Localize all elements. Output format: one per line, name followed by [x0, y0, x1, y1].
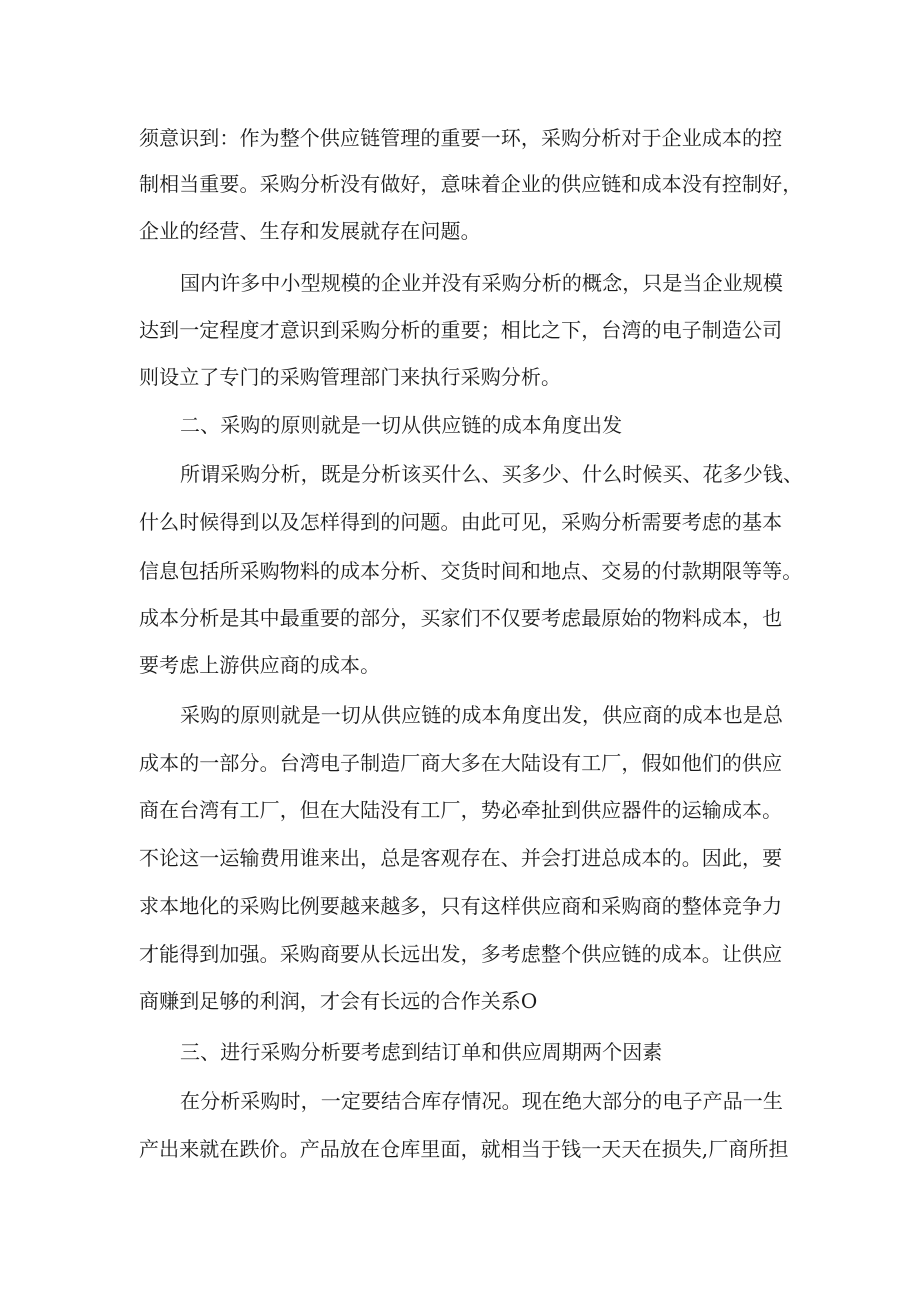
text-line: 采购的原则就是一切从供应链的成本角度出发，供应商的成本也是总	[180, 703, 783, 727]
text-line: 制相当重要。采购分析没有做好，意味着企业的供应链和成本没有控制好，	[139, 172, 803, 196]
text-line: 要考虑上游供应商的成本。	[139, 653, 381, 677]
text-line: 商赚到足够的利润，才会有长远的合作关系O	[139, 989, 538, 1013]
text-line: 成本分析是其中最重要的部分，买家们不仅要考虑最原始的物料成本，也	[139, 606, 783, 630]
text-line: 信息包括所采购物料的成本分析、交货时间和地点、交易的付款期限等等。	[139, 559, 803, 583]
text-line: 成本的一部分。台湾电子制造厂商大多在大陆设有工厂，假如他们的供应	[139, 751, 783, 775]
text-line: 在分析采购时，一定要结合库存情况。现在绝大部分的电子产品一生	[180, 1089, 783, 1113]
text-line: 达到一定程度才意识到采购分析的重要；相比之下，台湾的电子制造公司	[139, 318, 783, 342]
text-line: 所谓采购分析，既是分析该买什么、买多少、什么时候买、花多少钱、	[180, 462, 804, 486]
text-line: 须意识到：作为整个供应链管理的重要一环，采购分析对于企业成本的控	[139, 126, 783, 150]
text-line: 则设立了专门的采购管理部门来执行采购分析。	[139, 365, 562, 389]
section-heading: 二、采购的原则就是一切从供应链的成本角度出发	[180, 413, 623, 437]
text-line: 才能得到加强。采购商要从长远出发，多考虑整个供应链的成本。让供应	[139, 942, 783, 966]
text-line: 求本地化的采购比例要越来越多，只有这样供应商和采购商的整体竞争力	[139, 894, 783, 918]
section-heading: 三、进行采购分析要考虑到结订单和供应周期两个因素	[180, 1040, 663, 1064]
text-line: 不论这一运输费用谁来出，总是客观存在、并会打进总成本的。因此，要	[139, 846, 783, 870]
text-line: 企业的经营、生存和发展就存在问题。	[139, 219, 481, 243]
text-line: 国内许多中小型规模的企业并没有采购分析的概念，只是当企业规模	[180, 271, 783, 295]
text-line: 什么时候得到以及怎样得到的问题。由此可见，采购分析需要考虑的基本	[139, 510, 783, 534]
text-line: 商在台湾有工厂，但在大陆没有工厂，势必牵扯到供应器件的运输成本。	[139, 798, 783, 822]
text-line: 产出来就在跌价。产品放在仓库里面，就相当于钱一天天在损失,厂商所担	[139, 1137, 789, 1161]
